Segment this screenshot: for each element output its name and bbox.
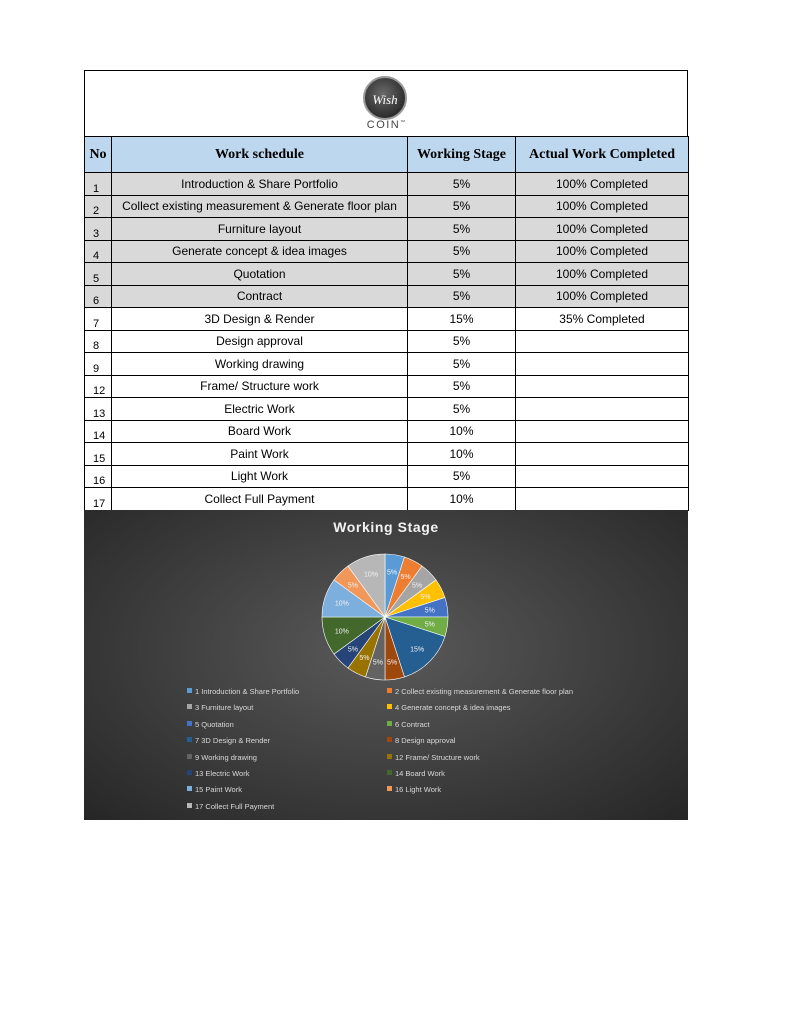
row-number: 13	[85, 398, 112, 421]
row-work-schedule: Collect existing measurement & Generate floor plan	[112, 195, 408, 218]
logo-header	[84, 70, 688, 136]
legend-swatch	[387, 754, 392, 759]
pie-data-label: 5%	[412, 582, 423, 590]
table-row	[85, 465, 689, 488]
table-row	[85, 353, 689, 376]
legend-label: 3 Furniture layout	[195, 703, 254, 713]
table-row	[85, 488, 689, 511]
legend-item	[387, 687, 573, 697]
row-actual-work: 100% Completed	[516, 285, 689, 308]
work-schedule-table	[84, 136, 689, 511]
row-number: 2	[85, 195, 112, 218]
row-work-schedule: Working drawing	[112, 353, 408, 376]
row-actual-work	[516, 465, 689, 488]
table-row	[85, 173, 689, 196]
pie-data-label: 5%	[424, 607, 435, 615]
legend-item	[387, 753, 480, 763]
row-actual-work	[516, 375, 689, 398]
legend-label: 13 Electric Work	[195, 769, 250, 778]
svg-text:Wish: Wish	[372, 92, 398, 107]
row-number: 5	[85, 263, 112, 286]
pie-data-label: 10%	[363, 571, 378, 579]
row-actual-work	[516, 330, 689, 353]
legend-swatch	[387, 770, 392, 775]
legend-item	[387, 703, 511, 713]
row-number: 7	[85, 308, 112, 331]
row-actual-work	[516, 443, 689, 466]
legend-label: 4 Generate concept & idea images	[395, 703, 511, 713]
row-actual-work: 35% Completed	[516, 308, 689, 331]
row-working-stage: 5%	[408, 195, 516, 218]
legend-label: 14 Board Work	[395, 769, 445, 778]
legend-swatch	[387, 786, 392, 791]
row-working-stage: 5%	[408, 375, 516, 398]
row-working-stage: 5%	[408, 263, 516, 286]
table-row	[85, 443, 689, 466]
row-number: 15	[85, 443, 112, 466]
wish-coin-logo	[363, 76, 407, 120]
legend-item	[187, 703, 253, 713]
legend-swatch	[387, 688, 392, 693]
row-work-schedule: Light Work	[112, 465, 408, 488]
pie-chart	[84, 510, 688, 820]
legend-label: 2 Collect existing measurement & Generate floor plan	[395, 687, 574, 696]
row-working-stage: 10%	[408, 443, 516, 466]
row-number: 6	[85, 285, 112, 308]
row-number: 8	[85, 330, 112, 353]
legend-label: 8 Design approval	[395, 736, 456, 746]
legend-item	[387, 720, 430, 730]
row-actual-work: 100% Completed	[516, 240, 689, 263]
header-work-schedule: Work schedule	[112, 137, 408, 173]
table-row	[85, 420, 689, 443]
row-number: 16	[85, 465, 112, 488]
pie-data-label: 5%	[347, 582, 358, 590]
row-actual-work	[516, 398, 689, 421]
table-row	[85, 285, 689, 308]
legend-label: 1 Introduction & Share Portfolio	[195, 687, 300, 696]
row-actual-work	[516, 488, 689, 511]
legend-item	[187, 687, 299, 697]
row-work-schedule: Contract	[112, 285, 408, 308]
pie-data-label: 5%	[372, 659, 383, 667]
legend-swatch	[387, 737, 392, 742]
legend-item	[387, 736, 455, 746]
row-working-stage: 5%	[408, 398, 516, 421]
row-actual-work: 100% Completed	[516, 195, 689, 218]
legend-item	[187, 802, 274, 812]
legend-item	[187, 785, 242, 795]
table-row	[85, 308, 689, 331]
legend-item	[387, 785, 441, 795]
pie-data-label: 5%	[420, 593, 431, 601]
row-working-stage: 5%	[408, 240, 516, 263]
pie-data-label: 5%	[400, 574, 411, 582]
row-work-schedule: Generate concept & idea images	[112, 240, 408, 263]
pie-data-label: 10%	[334, 628, 349, 636]
row-work-schedule: 3D Design & Render	[112, 308, 408, 331]
row-working-stage: 15%	[408, 308, 516, 331]
row-actual-work	[516, 353, 689, 376]
legend-swatch	[187, 721, 192, 726]
pie-data-label: 5%	[359, 654, 370, 662]
pie-data-label: 10%	[334, 600, 349, 608]
legend-swatch	[187, 786, 192, 791]
legend-swatch	[187, 737, 192, 742]
row-work-schedule: Design approval	[112, 330, 408, 353]
row-working-stage: 10%	[408, 488, 516, 511]
row-number: 12	[85, 375, 112, 398]
table-row	[85, 398, 689, 421]
row-number: 14	[85, 420, 112, 443]
row-actual-work: 100% Completed	[516, 218, 689, 241]
row-working-stage: 5%	[408, 353, 516, 376]
logo-wordmark: COIN™	[366, 119, 406, 131]
legend-item	[187, 753, 257, 763]
row-working-stage: 10%	[408, 420, 516, 443]
row-work-schedule: Quotation	[112, 263, 408, 286]
header-actual-work-completed: Actual Work Completed	[516, 137, 689, 173]
row-working-stage: 5%	[408, 285, 516, 308]
row-work-schedule: Introduction & Share Portfolio	[112, 173, 408, 196]
row-work-schedule: Frame/ Structure work	[112, 375, 408, 398]
legend-swatch	[387, 704, 392, 709]
legend-label: 17 Collect Full Payment	[195, 801, 275, 811]
table-row	[85, 263, 689, 286]
legend-swatch	[187, 754, 192, 759]
table-row	[85, 330, 689, 353]
row-work-schedule: Electric Work	[112, 398, 408, 421]
wish-script-mark-icon	[365, 78, 405, 118]
legend-label: 16 Light Work	[395, 785, 442, 795]
legend-swatch	[187, 704, 192, 709]
pie-data-label: 5%	[424, 621, 435, 629]
row-working-stage: 5%	[408, 465, 516, 488]
row-work-schedule: Furniture layout	[112, 218, 408, 241]
legend-item	[387, 769, 445, 779]
legend-swatch	[187, 688, 192, 693]
row-work-schedule: Collect Full Payment	[112, 488, 408, 511]
table-row	[85, 195, 689, 218]
header-no: No	[85, 137, 112, 173]
legend-label: 7 3D Design & Render	[195, 736, 271, 746]
pie-data-label: 5%	[347, 646, 358, 654]
pie-data-label: 5%	[387, 659, 398, 667]
row-number: 4	[85, 240, 112, 263]
row-work-schedule: Board Work	[112, 420, 408, 443]
legend-label: 12 Frame/ Structure work	[395, 752, 480, 762]
schedule-sheet	[84, 70, 688, 511]
row-number: 3	[85, 218, 112, 241]
row-actual-work: 100% Completed	[516, 173, 689, 196]
row-work-schedule: Paint Work	[112, 443, 408, 466]
chart-title: Working Stage	[333, 519, 439, 535]
row-number: 1	[85, 173, 112, 196]
legend-label: 6 Contract	[395, 719, 430, 729]
header-working-stage: Working Stage	[408, 137, 516, 173]
legend-swatch	[187, 770, 192, 775]
legend-label: 15 Paint Work	[195, 785, 242, 795]
table-header-row	[85, 137, 689, 173]
row-number: 17	[85, 488, 112, 511]
legend-swatch	[187, 803, 192, 808]
row-working-stage: 5%	[408, 218, 516, 241]
working-stage-chart	[84, 510, 688, 820]
legend-swatch	[387, 721, 392, 726]
legend-label: 5 Quotation	[195, 719, 234, 729]
legend-item	[187, 736, 270, 746]
legend-item	[187, 720, 234, 730]
pie-data-label: 5%	[387, 569, 398, 577]
row-working-stage: 5%	[408, 330, 516, 353]
table-row	[85, 240, 689, 263]
row-working-stage: 5%	[408, 173, 516, 196]
row-actual-work: 100% Completed	[516, 263, 689, 286]
pie-data-label: 15%	[410, 646, 425, 654]
table-row	[85, 218, 689, 241]
table-row	[85, 375, 689, 398]
legend-label: 9 Working drawing	[195, 752, 257, 762]
legend-item	[187, 769, 249, 779]
row-actual-work	[516, 420, 689, 443]
row-number: 9	[85, 353, 112, 376]
